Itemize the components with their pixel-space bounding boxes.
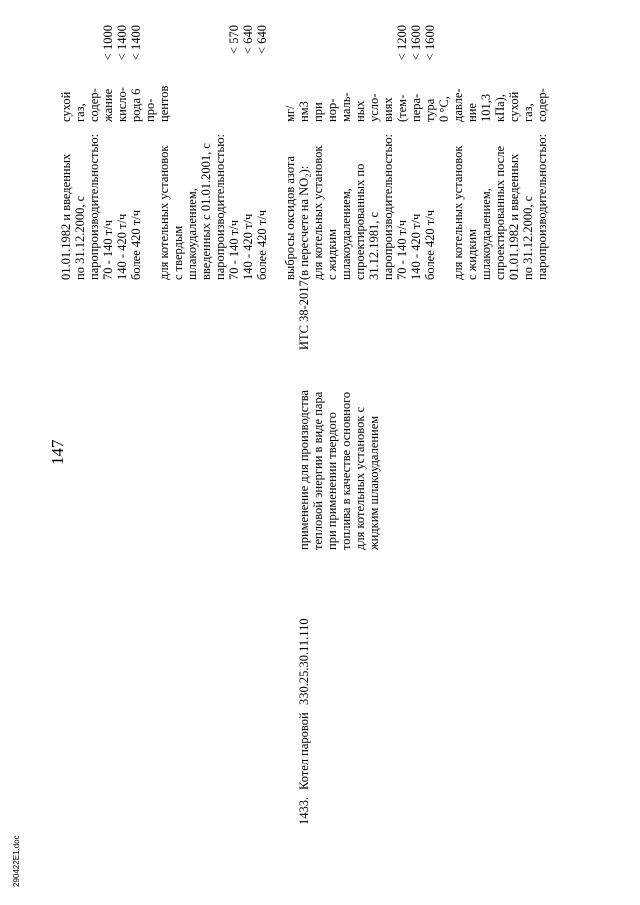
parameter-line: 31.12.1981, с (367, 211, 381, 280)
unit-line: мг/ (283, 105, 297, 122)
parameter-line: 140 - 420 т/ч (115, 213, 129, 280)
parameter-line: 01.01.1982 и введенных (507, 153, 521, 280)
parameter-line: 70 - 140 т/ч (395, 219, 409, 280)
parameter-line: более 420 т/ч (129, 209, 143, 280)
values-column (59, 25, 437, 77)
parameter-line (437, 134, 451, 280)
parameter-line: выбросы оксидов азота (283, 155, 297, 280)
limit-value: < 570 (227, 25, 241, 54)
parameters-column (59, 134, 549, 280)
unit-line (213, 86, 227, 122)
parameter-line: для котельных установок (451, 145, 465, 280)
unit-line: маль- (339, 92, 353, 122)
parameter-line: шлакоудалением, (479, 188, 493, 280)
limit-value (353, 25, 367, 77)
unit-line (241, 86, 255, 122)
limit-value (381, 25, 395, 77)
description-line: применение для производства (297, 389, 311, 550)
unit-line: сухой (507, 91, 521, 122)
unit-line: кПа), (493, 94, 507, 122)
equipment-code: 330.25.30.11.110 (297, 618, 311, 705)
unit-line: газ, (73, 103, 87, 122)
unit-line: сухой (59, 91, 73, 122)
limit-value (325, 25, 339, 77)
equipment-name: Котел паровой (297, 712, 311, 790)
unit-line: усло- (367, 93, 381, 122)
unit-line: центов (157, 85, 171, 122)
limit-value: < 1600 (409, 25, 423, 61)
limit-value: < 1400 (115, 25, 129, 61)
parameter-line: с твердым (171, 225, 185, 280)
parameter-line: 140 - 420 т/ч (409, 213, 423, 280)
unit-line: тура (423, 98, 437, 122)
limit-value (311, 25, 325, 77)
limit-value (269, 25, 283, 77)
limit-value (367, 25, 381, 77)
limit-value: < 1000 (101, 25, 115, 61)
document-id: 290422E1.doc (12, 835, 21, 887)
limit-value (297, 25, 311, 77)
description-line: для котельных установок с (353, 406, 367, 550)
unit-line: жание (101, 88, 115, 122)
limit-value (87, 25, 101, 77)
unit-line: содер- (87, 88, 101, 122)
standard-reference: ИТС 38-2017 (297, 280, 311, 350)
parameter-line: с жидким (325, 228, 339, 280)
parameter-line: с жидким (465, 228, 479, 280)
limit-value (213, 25, 227, 77)
description-line: при применении твердого (325, 412, 339, 550)
unit-line: ние (465, 103, 479, 122)
unit-line (255, 86, 269, 122)
limit-value (199, 25, 213, 77)
unit-line: нор- (325, 98, 339, 122)
parameter-line: паропроизводительностью: (381, 133, 395, 280)
parameter-line: шлакоудалением, (339, 188, 353, 280)
limit-value (73, 25, 87, 77)
unit-line: про- (143, 98, 157, 122)
unit-line: (тем- (395, 94, 409, 122)
unit-line: пера- (409, 93, 423, 122)
unit-line: при (311, 102, 325, 122)
parameter-line: 140 - 420 т/ч (241, 213, 255, 280)
parameter-line: для котельных установок (311, 145, 325, 280)
limit-value: < 640 (241, 25, 255, 54)
parameter-line: (в пересчете на NO₂): (297, 165, 311, 280)
unit-line: 0 °С, (437, 96, 451, 122)
limit-value (157, 25, 171, 77)
equipment-description (297, 390, 381, 550)
parameter-line: по 31.12.2000, с (521, 195, 535, 280)
description-line: тепловой энергии в виде пара (311, 391, 325, 550)
parameter-line: для котельных установок (157, 145, 171, 280)
unit-line: газ, (521, 103, 535, 122)
limit-value (185, 25, 199, 77)
unit-line (227, 86, 241, 122)
unit-line: содер- (535, 88, 549, 122)
row-number: 1433. (297, 796, 311, 825)
description-line: топлива в качестве основного (339, 391, 353, 550)
parameter-line: паропроизводительностью: (87, 133, 101, 280)
parameter-line: 01.01.1982 и введенных (59, 153, 73, 280)
parameter-line: спроектированных по (353, 163, 367, 280)
parameter-line: спроектированных после (493, 145, 507, 280)
unit-line: давле- (451, 88, 465, 122)
limit-value: < 1600 (423, 25, 437, 61)
parameter-line: 70 - 140 т/ч (227, 219, 241, 280)
parameter-line: паропроизводительностью: (535, 133, 549, 280)
parameter-line: более 420 т/ч (255, 209, 269, 280)
unit-line: ных (353, 100, 367, 122)
unit-line (185, 86, 199, 122)
unit-line: кисло- (115, 87, 129, 122)
limit-value (283, 25, 297, 77)
units-column (59, 86, 549, 122)
unit-line (171, 86, 185, 122)
unit-line: 101,3 (479, 93, 493, 122)
limit-value: < 1200 (395, 25, 409, 61)
parameter-line: 70 - 140 т/ч (101, 219, 115, 280)
parameter-line (269, 134, 283, 280)
unit-line: виях (381, 97, 395, 122)
unit-line: рода 6 (129, 88, 143, 122)
limit-value (339, 25, 353, 77)
description-line: жидким шлакоудалением (367, 415, 381, 550)
unit-line (269, 86, 283, 122)
parameter-line: по 31.12.2000, с (73, 195, 87, 280)
parameter-line: паропроизводительностью: (213, 133, 227, 280)
limit-value (171, 25, 185, 77)
parameter-line: шлакоудалением, (185, 188, 199, 280)
limit-value: < 640 (255, 25, 269, 54)
unit-line: нм3 (297, 101, 311, 122)
limit-value (143, 25, 157, 77)
parameter-line (143, 134, 157, 280)
parameter-line: более 420 т/ч (423, 209, 437, 280)
limit-value (59, 25, 73, 77)
unit-line (199, 86, 213, 122)
parameter-line: введенных с 01.01.2001, с (199, 143, 213, 280)
page-number: 147 (48, 439, 67, 465)
limit-value: < 1400 (129, 25, 143, 61)
